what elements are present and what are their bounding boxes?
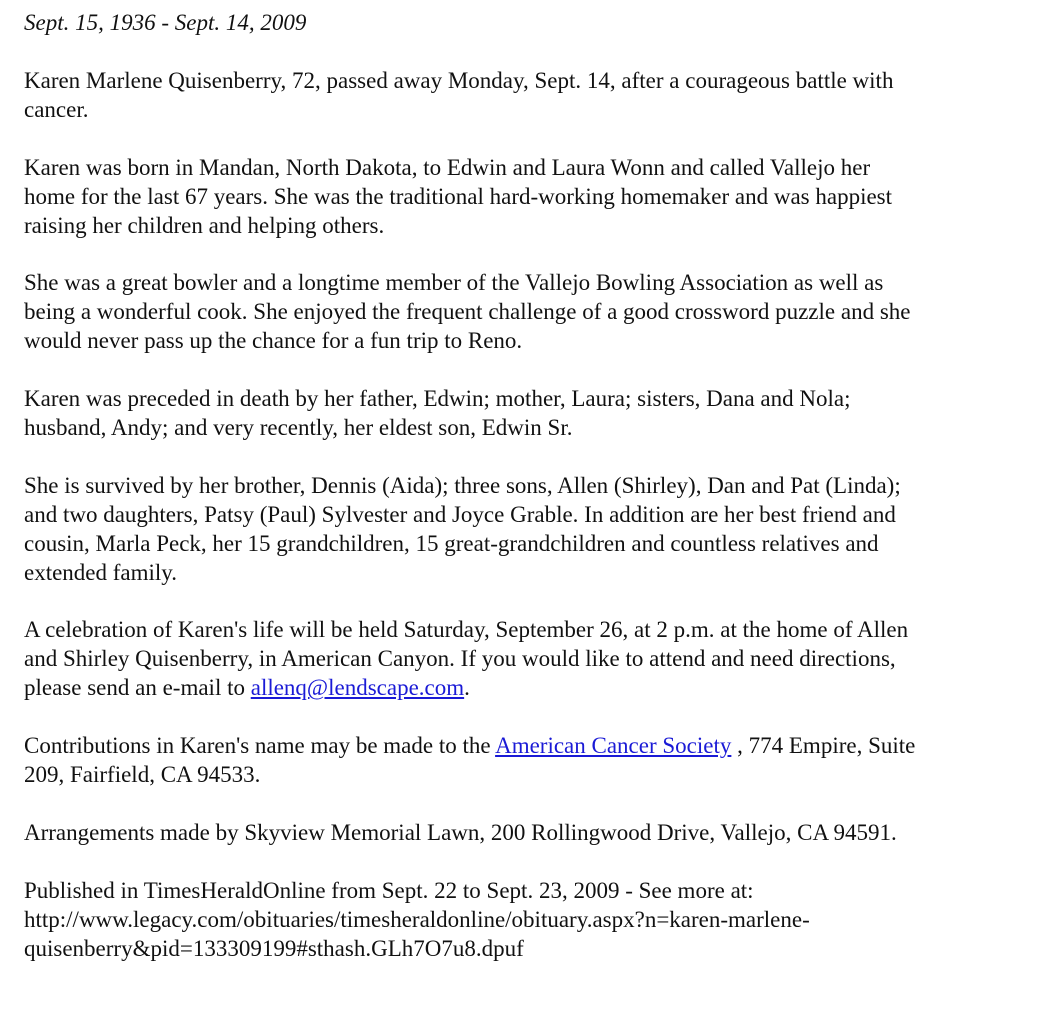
text-line: Published in TimesHeraldOnline from Sept. 22 to Sept. 23, 2009 - See more at:	[24, 877, 754, 903]
text-line: Arrangements made by Skyview Memorial Lawn, 200 Rollingwood Drive, Vallejo, CA 94591.	[24, 819, 897, 845]
text-line: She was a great bowler and a longtime member of the Vallejo Bowling Association as well as	[24, 270, 884, 296]
text-line	[24, 731, 1034, 760]
text-line: extended family.	[24, 559, 178, 585]
paragraph-celebration	[24, 615, 1034, 702]
text-segment: Contributions in Karen's name may be made to the	[24, 733, 496, 759]
text-line: raising her children and helping others.	[24, 212, 385, 238]
text-line: and Shirley Quisenberry, in American Canyon. If you would like to attend and need directions,	[24, 646, 896, 672]
text-line: being a wonderful cook. She enjoyed the frequent challenge of a good crossword puzzle and she	[24, 299, 911, 325]
text-line: http://www.legacy.com/obituaries/timesheraldonline/obituary.aspx?n=karen-marlene-	[24, 906, 810, 932]
text-line: 209, Fairfield, CA 94533.	[24, 762, 261, 788]
text-segment: .	[464, 675, 470, 701]
email-link[interactable]: allenq@lendscape.com	[250, 675, 465, 701]
paragraph-intro	[24, 66, 1034, 124]
text-line: cousin, Marla Peck, her 15 grandchildren, 15 great-grandchildren and countless relatives and	[24, 530, 879, 556]
text-segment: , 774 Empire, Suite	[731, 733, 916, 759]
text-line: Karen was born in Mandan, North Dakota, to Edwin and Laura Wonn and called Vallejo her	[24, 154, 871, 180]
paragraph-published	[24, 876, 1034, 963]
paragraph-preceded	[24, 384, 1034, 442]
paragraph-hobbies	[24, 268, 1034, 355]
text-line: cancer.	[24, 97, 89, 122]
text-segment: please send an e-mail to	[24, 675, 251, 701]
text-line: Karen was preceded in death by her father, Edwin; mother, Laura; sisters, Dana and Nola;	[24, 386, 851, 412]
text-line: A celebration of Karen's life will be held Saturday, September 26, at 2 p.m. at the home of Allen	[24, 617, 909, 643]
paragraph-contributions	[24, 731, 1034, 789]
text-line: home for the last 67 years. She was the traditional hard-working homemaker and was happiest	[24, 183, 893, 209]
life-dates: Sept. 15, 1936 - Sept. 14, 2009	[24, 10, 307, 35]
american-cancer-society-link[interactable]: American Cancer Society	[495, 733, 732, 759]
text-line: and two daughters, Patsy (Paul) Sylvester and Joyce Grable. In addition are her best friend and	[24, 501, 896, 527]
paragraph-birth	[24, 153, 1034, 240]
text-line: She is survived by her brother, Dennis (Aida); three sons, Allen (Shirley), Dan and Pat (Linda);	[24, 472, 901, 498]
text-line: quisenberry&pid=133309199#sthash.GLh7O7u8.dpuf	[24, 935, 524, 961]
text-line	[24, 673, 1034, 702]
obituary-document	[24, 8, 1034, 991]
text-line: would never pass up the chance for a fun trip to Reno.	[24, 328, 523, 354]
paragraph-survived	[24, 471, 1034, 587]
paragraph-arrangements	[24, 818, 1034, 847]
text-line: Karen Marlene Quisenberry, 72, passed away Monday, Sept. 14, after a courageous battle with	[24, 68, 894, 93]
text-line: husband, Andy; and very recently, her eldest son, Edwin Sr.	[24, 415, 573, 441]
